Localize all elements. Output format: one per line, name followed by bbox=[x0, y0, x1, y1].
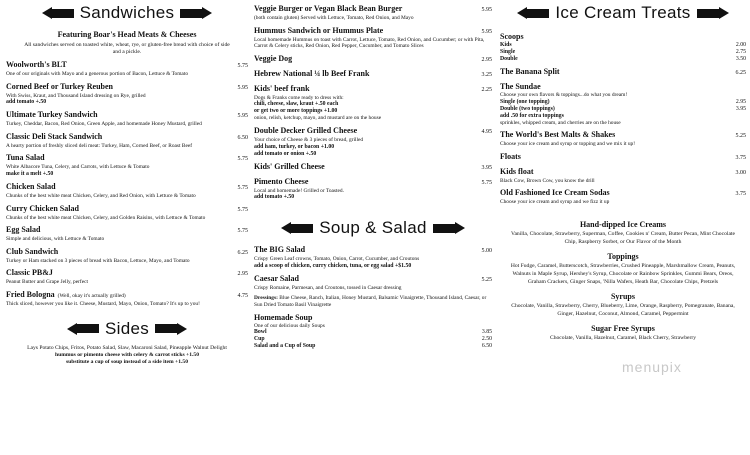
banner-left-arrow-icon bbox=[517, 7, 549, 19]
item-name: Classic PB&J bbox=[6, 268, 53, 278]
item-name: The World's Best Malts & Shakes bbox=[500, 130, 616, 140]
item-description: Chunks of the best white meat Chicken, Celery, and Red Onion, with Lettuce & Tomato bbox=[6, 192, 196, 199]
item-description: Peanut Butter and Grape Jelly, perfect bbox=[6, 279, 88, 286]
item-note: onion, relish, ketchup, mayo, and mustard are on the house bbox=[254, 115, 382, 122]
menu-item-malts bbox=[500, 130, 746, 148]
banner-right-arrow-icon bbox=[697, 7, 729, 19]
banner-right-arrow-icon bbox=[155, 323, 187, 335]
ice-cream-column bbox=[500, 0, 746, 342]
size-row bbox=[254, 336, 492, 343]
size-row bbox=[500, 42, 746, 49]
size-label: Cup bbox=[254, 336, 265, 343]
item-price: 3.00 bbox=[735, 169, 746, 176]
item-row bbox=[254, 26, 492, 37]
item-description: Choose your own flavors & toppings...do what you dream! bbox=[500, 92, 628, 98]
item-name: The Banana Split bbox=[500, 67, 560, 76]
item-name: Egg Salad bbox=[6, 225, 41, 235]
item-name: Corned Beef or Turkey Reuben bbox=[6, 81, 113, 91]
item-name: Chicken Salad bbox=[6, 181, 56, 191]
item-name: The BIG Salad bbox=[254, 245, 306, 255]
size-label: Single bbox=[500, 49, 516, 55]
menu-item-floats bbox=[500, 152, 746, 163]
dressings-label: Dressings: bbox=[254, 295, 278, 302]
size-label: Double bbox=[500, 56, 518, 62]
item-price: 5.00 bbox=[481, 248, 492, 255]
menu-item-sodas bbox=[500, 188, 746, 206]
item-name: The Sundae bbox=[500, 82, 541, 91]
sandwiches-description: All sandwiches served on toasted white, wheat, rye, or gluten-free bread with choice of side and a pickle. bbox=[24, 42, 230, 55]
item-price: 5.75 bbox=[237, 156, 248, 163]
dressings-list: Blue Cheese, Ranch, Italian, Honey Mustard, Balsamic Vinaigrette, Thousand Island, Caesar, or Sun Dried Tomato Basil Vinaigrette bbox=[254, 295, 487, 308]
banner-right-arrow-icon bbox=[433, 222, 465, 234]
item-extra: make it a melt +.50 bbox=[6, 170, 54, 177]
hand-dipped-title: Hand-dipped Ice Creams bbox=[579, 219, 667, 229]
item-price: 2.95 bbox=[237, 271, 248, 278]
ice-cream-title: Ice Cream Treats bbox=[555, 3, 691, 22]
item-row bbox=[254, 69, 492, 80]
sandwiches-banner bbox=[6, 0, 248, 26]
syrups-title: Syrups bbox=[610, 291, 635, 301]
item-description: Crispy Green Leaf crowns, Tomato, Onion, Carrot, Cucumber, and Croutons bbox=[254, 256, 420, 263]
item-row bbox=[6, 132, 248, 143]
size-price: 6.50 bbox=[481, 343, 492, 350]
item-description: A hearty portion of freshly sliced deli meat: Turkey, Ham, Corned Beef, or Roast Beef bbox=[6, 142, 193, 149]
menu-item bbox=[6, 290, 248, 308]
item-price: 2.25 bbox=[481, 86, 492, 93]
sugar-free-title: Sugar Free Syrups bbox=[591, 323, 655, 333]
ice-cream-banner bbox=[500, 0, 746, 26]
item-name: Hummus Sandwich or Hummus Plate bbox=[254, 25, 384, 35]
item-row bbox=[6, 247, 248, 258]
sides-substitute-2: substitute a cup of soup instead of a side item +1.50 bbox=[65, 358, 189, 365]
menu-item bbox=[6, 204, 248, 222]
size-row bbox=[254, 343, 492, 350]
menu-item bbox=[254, 84, 492, 122]
size-row bbox=[254, 329, 492, 336]
item-extra: add .50 for extra toppings bbox=[500, 112, 564, 119]
menu-item bbox=[6, 82, 248, 107]
sandwiches-title: Sandwiches bbox=[79, 3, 175, 22]
item-row bbox=[254, 126, 492, 137]
item-description: Turkey, Cheddar, Bacon, Red Onion, Green Apple, and homemade Honey Mustard, grilled bbox=[6, 121, 202, 128]
item-row bbox=[6, 204, 248, 215]
menu-item-caesar bbox=[254, 274, 492, 292]
item-price: 5.25 bbox=[481, 276, 492, 283]
item-description: Your choice of Cheese & 3 pieces of bread, grilled bbox=[254, 136, 364, 143]
item-name: Floats bbox=[500, 151, 521, 161]
soup-sizes bbox=[254, 329, 492, 350]
item-name: Old Fashioned Ice Cream Sodas bbox=[500, 188, 610, 198]
size-label: Bowl bbox=[254, 329, 267, 336]
item-name: Kids' Grilled Cheese bbox=[254, 161, 325, 171]
item-price: 3.75 bbox=[735, 191, 746, 198]
item-row bbox=[254, 84, 492, 95]
item-row bbox=[6, 182, 248, 193]
item-price: 5.75 bbox=[481, 179, 492, 186]
sugar-free-block bbox=[500, 324, 746, 342]
menu-item bbox=[6, 110, 248, 128]
menupix-watermark: menupix bbox=[622, 359, 682, 375]
sides-substitute-1: hummus or pimento cheese with celery & carrot sticks +1.50 bbox=[54, 351, 200, 358]
size-row bbox=[500, 49, 746, 56]
item-description: Local homemade Hummus on toast with Carrot, Lettuce, Tomato, Red Onion, and Cucumber; or with Pita, Carrot & Celery sticks, Red Onion, Red Pepper, Cucumber, and Tomato Slices bbox=[254, 36, 485, 50]
menu-item bbox=[6, 153, 248, 178]
item-extra: add tomato +.50 bbox=[6, 99, 47, 106]
item-name: Pimento Cheese bbox=[254, 176, 309, 186]
menu-item bbox=[254, 162, 492, 173]
item-row bbox=[254, 54, 492, 65]
item-description: One of our delicious daily Soups bbox=[254, 322, 325, 329]
size-row bbox=[500, 56, 746, 63]
item-price: 6.25 bbox=[237, 249, 248, 256]
item-description: One of our originals with Mayo and a generous portion of Bacon, Lettuce & Tomato bbox=[6, 71, 189, 77]
menu-item-big-salad bbox=[254, 245, 492, 270]
toppings-list: Hot Fudge, Caramel, Butterscotch, Strawberries, Crushed Pineapple, Marshmallow Cream, Peanuts, Walnuts in Maple Syrup, Hershey's Syrup, Chocolate or Rainbow Sprinkles, Gummi Bears, Oreos, Graham Crackers, Ginger Snaps, 'Nilla Wafers, Heath Bar, Chocolate Chips, Pretzels bbox=[510, 262, 736, 285]
item-name: Club Sandwich bbox=[6, 246, 59, 256]
item-price: 6.50 bbox=[237, 134, 248, 141]
item-price: 5.95 bbox=[481, 7, 492, 13]
size-label: Salad and a Cup of Soup bbox=[254, 343, 316, 350]
item-name: Fried Bologna bbox=[6, 289, 55, 299]
item-name: Kids float bbox=[500, 166, 534, 176]
middle-list bbox=[254, 4, 492, 201]
banner-left-arrow-icon bbox=[67, 323, 99, 335]
item-description: White Albacore Tuna, Celery, and Carrots, with Lettuce & Tomato bbox=[6, 164, 150, 171]
item-price: 5.95 bbox=[481, 28, 492, 35]
item-row bbox=[6, 268, 248, 279]
item-row bbox=[6, 290, 248, 301]
item-description: With Swiss, Kraut, and Thousand Island dressing on Rye, grilled bbox=[6, 92, 146, 99]
item-price: 5.75 bbox=[237, 184, 248, 191]
item-price: 3.25 bbox=[481, 71, 492, 78]
item-name: Hebrew National ¼ lb Beef Frank bbox=[254, 68, 370, 78]
item-price: 5.25 bbox=[735, 133, 746, 140]
item-name: Veggie Dog bbox=[254, 53, 293, 63]
item-row bbox=[254, 177, 492, 188]
soup-salad-banner bbox=[254, 215, 492, 241]
item-description: Crispy Romaine, Parmesan, and Croutons, tossed in Caesar dressing bbox=[254, 284, 402, 291]
item-row bbox=[6, 225, 248, 236]
hand-dipped-list: Vanilla, Chocolate, Strawberry, Superman, Coffee, Cookies n' Cream, Butter Pecan, Mint Chocolate Chip, Raspberry Sorbet, or Our Flavor of the Month bbox=[511, 230, 735, 245]
item-price: 3.75 bbox=[735, 154, 746, 161]
menu-item-kids-float bbox=[500, 167, 746, 185]
syrups-block bbox=[500, 292, 746, 318]
menu-item bbox=[254, 26, 492, 50]
item-price: 3.95 bbox=[481, 164, 492, 171]
item-price: 6.25 bbox=[735, 70, 746, 76]
hand-dipped-block bbox=[500, 220, 746, 246]
item-row bbox=[6, 153, 248, 164]
menu-item bbox=[6, 225, 248, 243]
size-price: 3.85 bbox=[481, 329, 492, 336]
sides-block bbox=[6, 345, 248, 366]
menu-item-banana-split bbox=[500, 67, 746, 78]
scoop-sizes bbox=[500, 42, 746, 63]
item-description: Chunks of the best white meat Chicken, Celery, and Golden Raisins, with Lettuce & Tomato bbox=[6, 214, 206, 221]
item-description: Choose your ice cream and syrup and we fizz it up bbox=[500, 199, 610, 206]
menu-item bbox=[6, 132, 248, 150]
toppings-title: Toppings bbox=[607, 251, 639, 261]
menu-item bbox=[6, 268, 248, 286]
menu-item bbox=[254, 69, 492, 80]
item-name-note: (Well, okay it's actually grilled) bbox=[57, 292, 126, 299]
item-price: 5.95 bbox=[237, 113, 248, 120]
menu-item-soup bbox=[254, 313, 492, 351]
menu-item bbox=[6, 182, 248, 200]
item-extra: add ham, turkey, or bacon +1.00 add tomato or onion +.50 bbox=[254, 143, 335, 157]
size-price: 2.50 bbox=[481, 336, 492, 343]
sides-title: Sides bbox=[104, 318, 150, 338]
menu-item bbox=[254, 126, 492, 158]
item-name: Caesar Salad bbox=[254, 273, 299, 283]
item-description: Local and homemade! Grilled or Toasted. bbox=[254, 187, 344, 194]
item-name: Double Decker Grilled Cheese bbox=[254, 125, 358, 135]
item-note: sprinkles, whipped cream, and cherries are on the house bbox=[500, 119, 621, 126]
middle-column bbox=[254, 0, 492, 350]
size-row bbox=[500, 106, 746, 113]
size-price: 2.95 bbox=[735, 98, 746, 105]
menu-item-scoops bbox=[500, 32, 746, 63]
item-price: 2.95 bbox=[481, 56, 492, 63]
sides-list: Lays Potato Chips, Fritos, Potato Salad, Slaw, Macaroni Salad, Pineapple Walnut Delight bbox=[27, 344, 227, 351]
menu-item bbox=[254, 4, 492, 22]
item-name: Kids' beef frank bbox=[254, 83, 310, 93]
banner-left-arrow-icon bbox=[42, 7, 74, 19]
sandwiches-subtitle: Featuring Boar's Head Meats & Cheeses bbox=[57, 30, 197, 39]
item-name: Curry Chicken Salad bbox=[6, 203, 79, 213]
item-row bbox=[6, 110, 248, 121]
sundae-sizes bbox=[500, 99, 746, 113]
banner-left-arrow-icon bbox=[281, 222, 313, 234]
size-row bbox=[500, 99, 746, 106]
size-price: 3.50 bbox=[735, 56, 746, 62]
toppings-block bbox=[500, 252, 746, 286]
item-name: Classic Deli Stack Sandwich bbox=[6, 131, 103, 141]
sandwich-list bbox=[6, 60, 248, 308]
item-row bbox=[254, 162, 492, 173]
item-description: Choose your ice cream and syrup or topping and we mix it up! bbox=[500, 141, 636, 148]
size-price: 3.95 bbox=[735, 105, 746, 112]
item-price: 4.95 bbox=[481, 128, 492, 135]
item-description: (both contain gluten) Served with Lettuce, Tomato, Red Onion, and Mayo bbox=[254, 15, 414, 21]
item-name: Scoops bbox=[500, 32, 524, 41]
banner-right-arrow-icon bbox=[180, 7, 212, 19]
item-description: Turkey or Ham stacked on 3 pieces of bread with Bacon, Lettuce, Mayo, and Tomato bbox=[6, 257, 190, 264]
size-label: Single (one topping) bbox=[500, 98, 550, 105]
syrups-list: Chocolate, Vanilla, Strawberry, Cherry, Blueberry, Lime, Orange, Raspberry, Pomegranate, Banana, Ginger, Hazelnut, Coconut, Almond, Caramel, Peppermint bbox=[511, 302, 735, 317]
menu-item-sundae bbox=[500, 82, 746, 126]
item-description: Thick sliced, however you like it. Cheese, Mustard, Mayo, Onion, Tomato? It's up to you! bbox=[6, 300, 200, 307]
menu-item bbox=[6, 60, 248, 78]
item-description: Black Cow, Brown Cow, you know the drill bbox=[500, 177, 595, 184]
menu-item bbox=[254, 177, 492, 202]
item-name: Ultimate Turkey Sandwich bbox=[6, 110, 98, 120]
sides-banner bbox=[6, 316, 248, 342]
menu-item bbox=[6, 247, 248, 265]
item-description: Dogs & Franks come ready to dress with: bbox=[254, 94, 344, 101]
item-row bbox=[6, 60, 248, 71]
menu-item bbox=[254, 54, 492, 65]
item-extra: chili, cheese, slaw, kraut +.50 each or get two or more toppings +1.00 bbox=[254, 101, 339, 115]
size-label: Kids bbox=[500, 42, 512, 48]
item-price: 5.95 bbox=[237, 84, 248, 91]
item-description: Simple and delicious, with Lettuce & Tomato bbox=[6, 236, 105, 243]
size-price: 2.00 bbox=[735, 42, 746, 48]
sandwiches-column bbox=[6, 0, 248, 366]
item-row bbox=[254, 4, 492, 15]
item-extra: add tomato +.50 bbox=[254, 194, 295, 201]
item-price: 5.75 bbox=[237, 206, 248, 213]
soup-salad-title: Soup & Salad bbox=[319, 218, 427, 238]
item-name: Tuna Salad bbox=[6, 153, 45, 163]
item-name: Woolworth's BLT bbox=[6, 60, 67, 69]
item-price: 5.75 bbox=[237, 228, 248, 235]
item-name: Veggie Burger or Vegan Black Bean Burger bbox=[254, 4, 403, 13]
item-extra: add a scoop of chicken, curry chicken, tuna, or egg salad +$1.50 bbox=[254, 262, 412, 269]
size-label: Double (two toppings) bbox=[500, 105, 555, 112]
size-price: 2.75 bbox=[735, 49, 746, 55]
item-row bbox=[6, 82, 248, 93]
item-price: 4.75 bbox=[237, 292, 248, 299]
dressings-block bbox=[254, 295, 492, 308]
sugar-free-list: Chocolate, Vanilla, Hazelnut, Caramel, Black Cherry, Strawberry bbox=[549, 334, 696, 341]
item-name: Homemade Soup bbox=[254, 312, 313, 322]
item-price: 5.75 bbox=[237, 63, 248, 69]
